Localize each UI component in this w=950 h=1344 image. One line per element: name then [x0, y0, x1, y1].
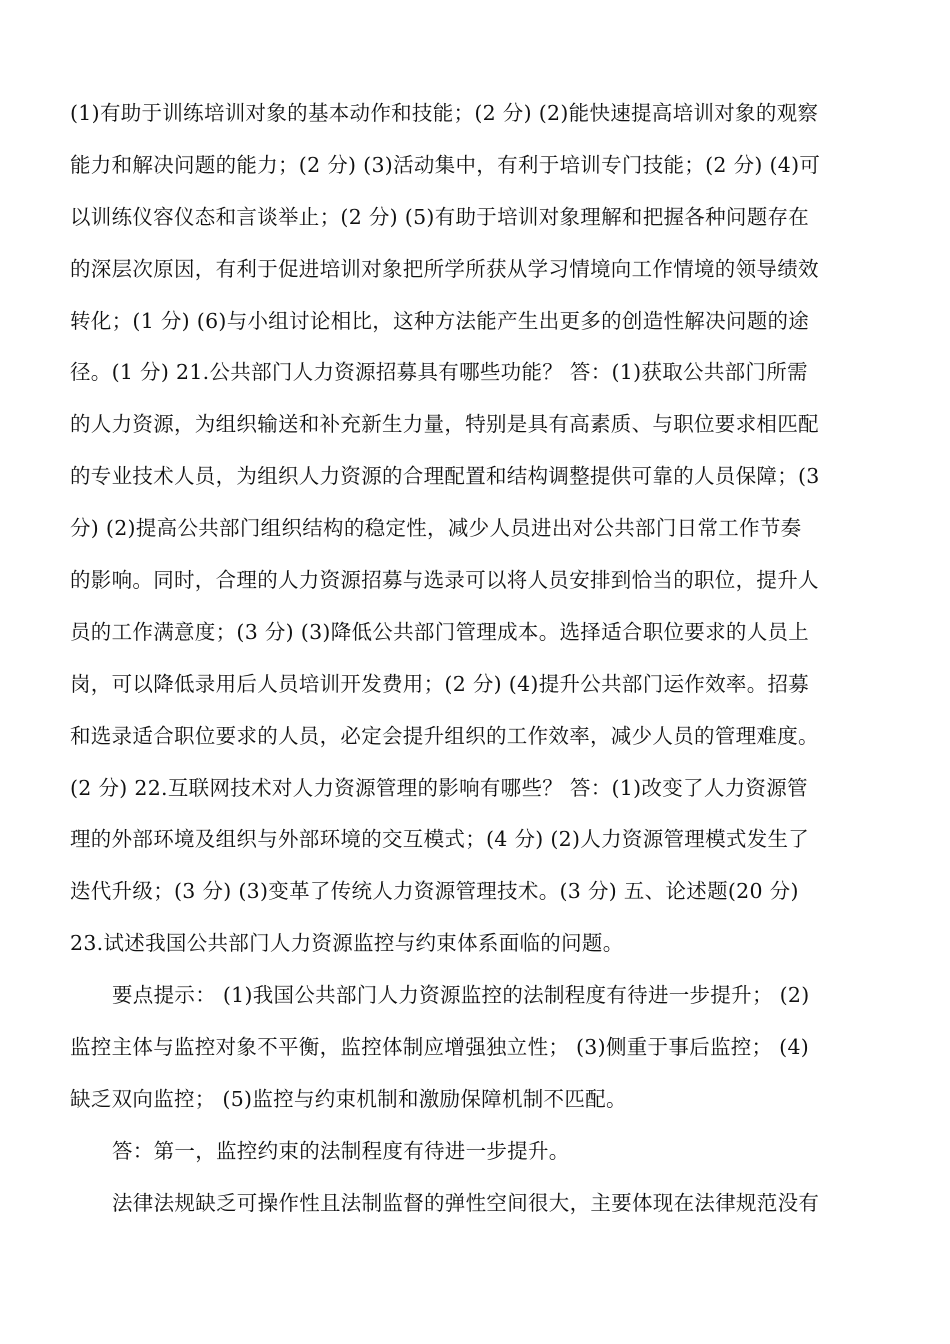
- text-line: (2 分) 22.互联网技术对人力资源管理的影响有哪些？ 答：(1)改变了人力资源管: [70, 775, 808, 800]
- text-line: 理的外部环境及组织与外部环境的交互模式；(4 分) (2)人力资源管理模式发生了: [70, 827, 810, 852]
- text-line: 迭代升级；(3 分) (3)变革了传统人力资源管理技术。(3 分) 五、论述题(20 分): [70, 879, 799, 904]
- text-line: 径。(1 分) 21.公共部门人力资源招募具有哪些功能？ 答：(1)获取公共部门所需: [70, 360, 808, 385]
- text-line: 和选录适合职位要求的人员，必定会提升组织的工作效率，减少人员的管理难度。: [70, 723, 819, 748]
- text-line: 的深层次原因，有利于促进培训对象把所学所获从学习情境向工作情境的领导绩效: [70, 256, 819, 281]
- document-page: [70, 88, 882, 1230]
- text-line: 的人力资源，为组织输送和补充新生力量，特别是具有高素质、与职位要求相匹配: [70, 412, 819, 437]
- text-line: 岗，可以降低录用后人员培训开发费用；(2 分) (4)提升公共部门运作效率。招募: [70, 671, 810, 696]
- text-line: 以训练仪容仪态和言谈举止；(2 分) (5)有助于培训对象理解和把握各种问题存在: [70, 204, 810, 229]
- hint-line: 监控主体与监控对象不平衡，监控体制应增强独立性； (3)侧重于事后监控； (4): [70, 1035, 810, 1060]
- text-line: 分) (2)提高公共部门组织结构的稳定性，减少人员进出对公共部门日常工作节奏: [70, 516, 802, 541]
- text-line: 员的工作满意度；(3 分) (3)降低公共部门管理成本。选择适合职位要求的人员上: [70, 619, 810, 644]
- hint-line: 缺乏双向监控； (5)监控与约束机制和激励保障机制不匹配。: [70, 1086, 627, 1111]
- hint-line: 要点提示： (1)我国公共部门人力资源监控的法制程度有待进一步提升； (2): [112, 983, 810, 1008]
- answer-line: 答：第一，监控约束的法制程度有待进一步提升。: [112, 1138, 570, 1163]
- body-line: 法律法规缺乏可操作性且法制监督的弹性空间很大，主要体现在法律规范没有: [112, 1190, 820, 1215]
- text-line: 的影响。同时，合理的人力资源招募与选录可以将人员安排到恰当的职位，提升人: [70, 568, 819, 593]
- text-line: 的专业技术人员，为组织人力资源的合理配置和结构调整提供可靠的人员保障；(3: [70, 464, 820, 489]
- text-line: 能力和解决问题的能力；(2 分) (3)活动集中，有利于培训专门技能；(2 分) (4)可: [70, 152, 821, 177]
- text-line: (1)有助于训练培训对象的基本动作和技能；(2 分) (2)能快速提高培训对象的观察: [70, 101, 819, 125]
- question-heading: 23.试述我国公共部门人力资源监控与约束体系面临的问题。: [70, 931, 624, 956]
- text-line: 转化；(1 分) (6)与小组讨论相比，这种方法能产生出更多的创造性解决问题的途: [70, 308, 810, 333]
